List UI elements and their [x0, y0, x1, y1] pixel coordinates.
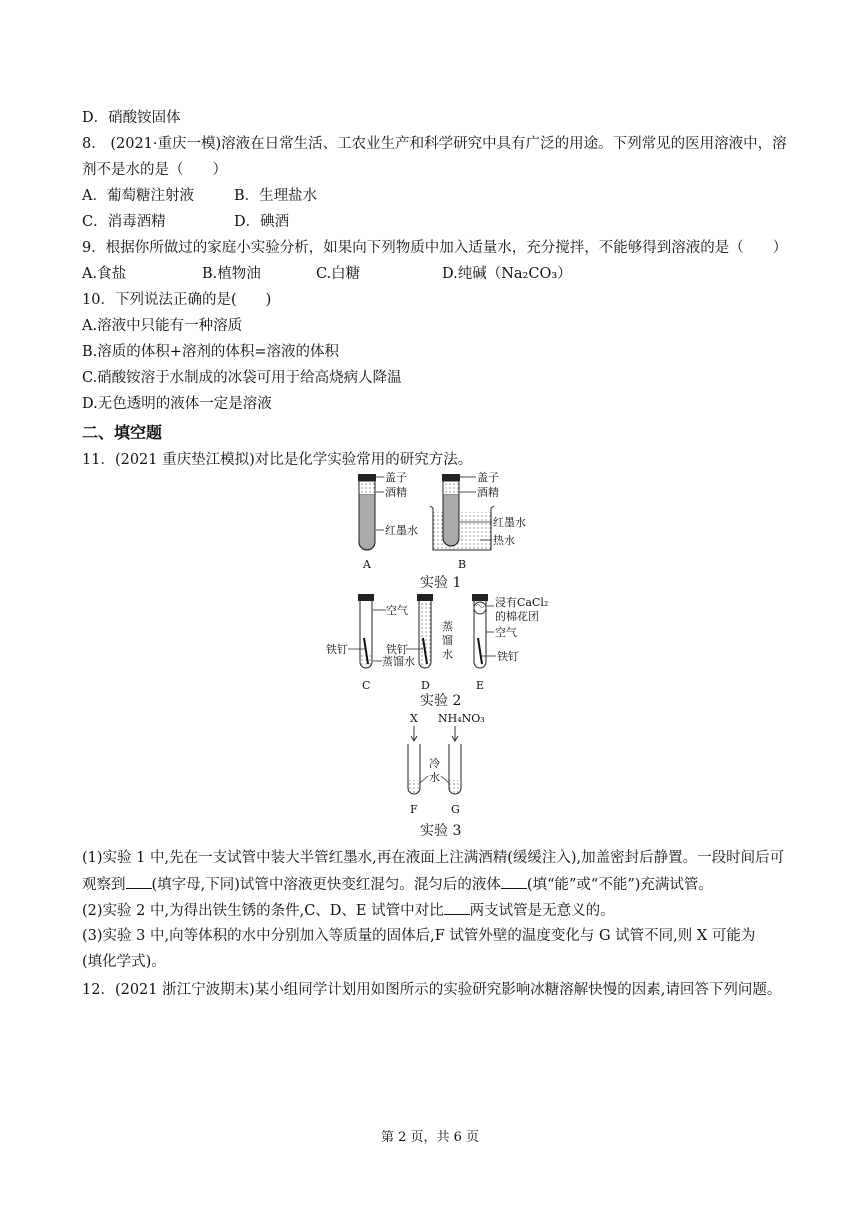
- q10-stem: 10．下列说法正确的是( ): [82, 292, 272, 308]
- tube-f: [408, 744, 420, 794]
- label-cacl2-line1: 浸有CaCl₂: [495, 596, 549, 609]
- label-cold-2: 水: [429, 771, 440, 784]
- q12-stem: 12．(2021 浙江宁波期末)某小组同学计划用如图所示的实验研究影响冰糖溶解快慢的因素,请回答下列问题。: [82, 982, 782, 998]
- section-title: 二、填空题: [82, 423, 163, 442]
- q11-part2: [82, 900, 615, 921]
- label-nh4no3: NH₄NO₃: [438, 712, 485, 725]
- answer-blank-1[interactable]: [126, 874, 152, 889]
- q8-stem-line2: 剂不是水的是（ ）: [82, 162, 227, 178]
- q8-option-d: D．碘酒: [234, 214, 290, 230]
- tube-label-g: G: [451, 803, 460, 816]
- tube-label-c: C: [362, 679, 371, 692]
- answer-blank-3[interactable]: [444, 900, 470, 915]
- page-footer: 第 2 页，共 6 页: [380, 1130, 480, 1145]
- q8-stem-line1: 8． (2021·重庆一模)溶液在日常生活、工农业生产和科学研究中具有广泛的用途。下列常见的医用溶液中，溶: [82, 136, 787, 152]
- label-air-c: 空气: [386, 604, 408, 617]
- tube-g: [449, 744, 461, 794]
- label-d-vertical-3: 水: [442, 648, 453, 661]
- label-d-vertical-1: 蒸: [442, 620, 453, 633]
- q11-part2-text-b: 两支试管是无意义的。: [469, 903, 615, 919]
- q9-stem: 9．根据你所做过的家庭小实验分析，如果向下列物质中加入适量水，充分搅拌，不能够得到溶液的是（ ）: [82, 240, 788, 256]
- tube-label-a: A: [363, 558, 371, 571]
- q10-option-c: C.硝酸铵溶于水制成的冰袋可用于给高烧病人降温: [82, 370, 402, 386]
- label-x: X: [410, 712, 418, 725]
- label-cap-b: 盖子: [477, 471, 499, 484]
- q8-option-a: A．葡萄糖注射液: [82, 188, 194, 204]
- q11-part3-line2: (填化学式)。: [82, 954, 166, 970]
- tube-label-e: E: [476, 679, 485, 692]
- q9-option-b: B.植物油: [202, 266, 261, 282]
- q11-part1-line1: (1)实验 1 中,先在一支试管中装大半管红墨水,再在液面上注满酒精(缓缓注入),加盖密封后静置。一段时间后可: [82, 850, 785, 866]
- q10-option-b: B.溶质的体积+溶剂的体积=溶液的体积: [82, 344, 340, 360]
- label-hot-water: 热水: [493, 534, 515, 547]
- label-alcohol-a: 酒精: [385, 486, 407, 499]
- q7-option-d: D．硝酸铵固体: [82, 110, 181, 126]
- label-nail-d: 铁钉: [386, 643, 408, 656]
- tube-label-d: D: [421, 679, 430, 692]
- q9-option-d: D.纯碱（Na₂CO₃）: [442, 266, 572, 282]
- label-nail-e: 铁钉: [497, 650, 519, 663]
- tube-e: [472, 594, 488, 668]
- caption-experiment-1: 实验 1: [420, 575, 462, 591]
- answer-blank-2[interactable]: [501, 874, 527, 889]
- label-alcohol-b: 酒精: [477, 486, 499, 499]
- tube-c: [358, 594, 374, 668]
- label-cacl2-line2: 的棉花团: [495, 610, 539, 623]
- q10-option-d: D.无色透明的液体一定是溶液: [82, 396, 272, 412]
- q8-option-c: C．消毒酒精: [82, 214, 166, 230]
- q11-part2-text-a: (2)实验 2 中,为得出铁生锈的条件,C、D、E 试管中对比: [82, 903, 444, 919]
- label-red-ink-b: 红墨水: [493, 516, 526, 529]
- label-red-ink-a: 红墨水: [385, 524, 418, 537]
- q11-part1-text-a: 观察到: [82, 877, 126, 893]
- tube-label-b: B: [458, 558, 467, 571]
- q11-part1-text-b: (填字母,下同)试管中溶液更快变红混匀。混匀后的液体: [151, 877, 501, 893]
- q11-part3-line1: (3)实验 3 中,向等体积的水中分别加入等质量的固体后,F 试管外壁的温度变化与 G 试管不同,则 X 可能为: [82, 928, 756, 944]
- q11-stem: 11．(2021 重庆垫江模拟)对比是化学实验常用的研究方法。: [82, 452, 473, 468]
- q8-option-b: B．生理盐水: [234, 188, 318, 204]
- q10-option-a: A.溶液中只能有一种溶质: [82, 318, 243, 334]
- label-nail-c: 铁钉: [326, 643, 348, 656]
- q11-part1-text-c: (填“能”或“不能”)充满试管。: [526, 877, 713, 893]
- label-cold-1: 冷: [429, 757, 440, 770]
- caption-experiment-2: 实验 2: [420, 693, 462, 709]
- experiment-figure: [320, 470, 580, 820]
- tube-a: [358, 474, 376, 550]
- label-distilled-c: 蒸馏水: [382, 655, 415, 668]
- q11-part1-line2: [82, 874, 713, 895]
- label-air-e: 空气: [495, 626, 517, 639]
- q9-option-c: C.白糖: [316, 266, 361, 282]
- label-d-vertical-2: 馏: [442, 634, 453, 647]
- q9-option-a: A.食盐: [82, 266, 127, 282]
- tube-label-f: F: [410, 803, 418, 816]
- caption-experiment-3: 实验 3: [420, 823, 462, 839]
- label-cap-a: 盖子: [385, 471, 407, 484]
- tube-d: [417, 594, 433, 668]
